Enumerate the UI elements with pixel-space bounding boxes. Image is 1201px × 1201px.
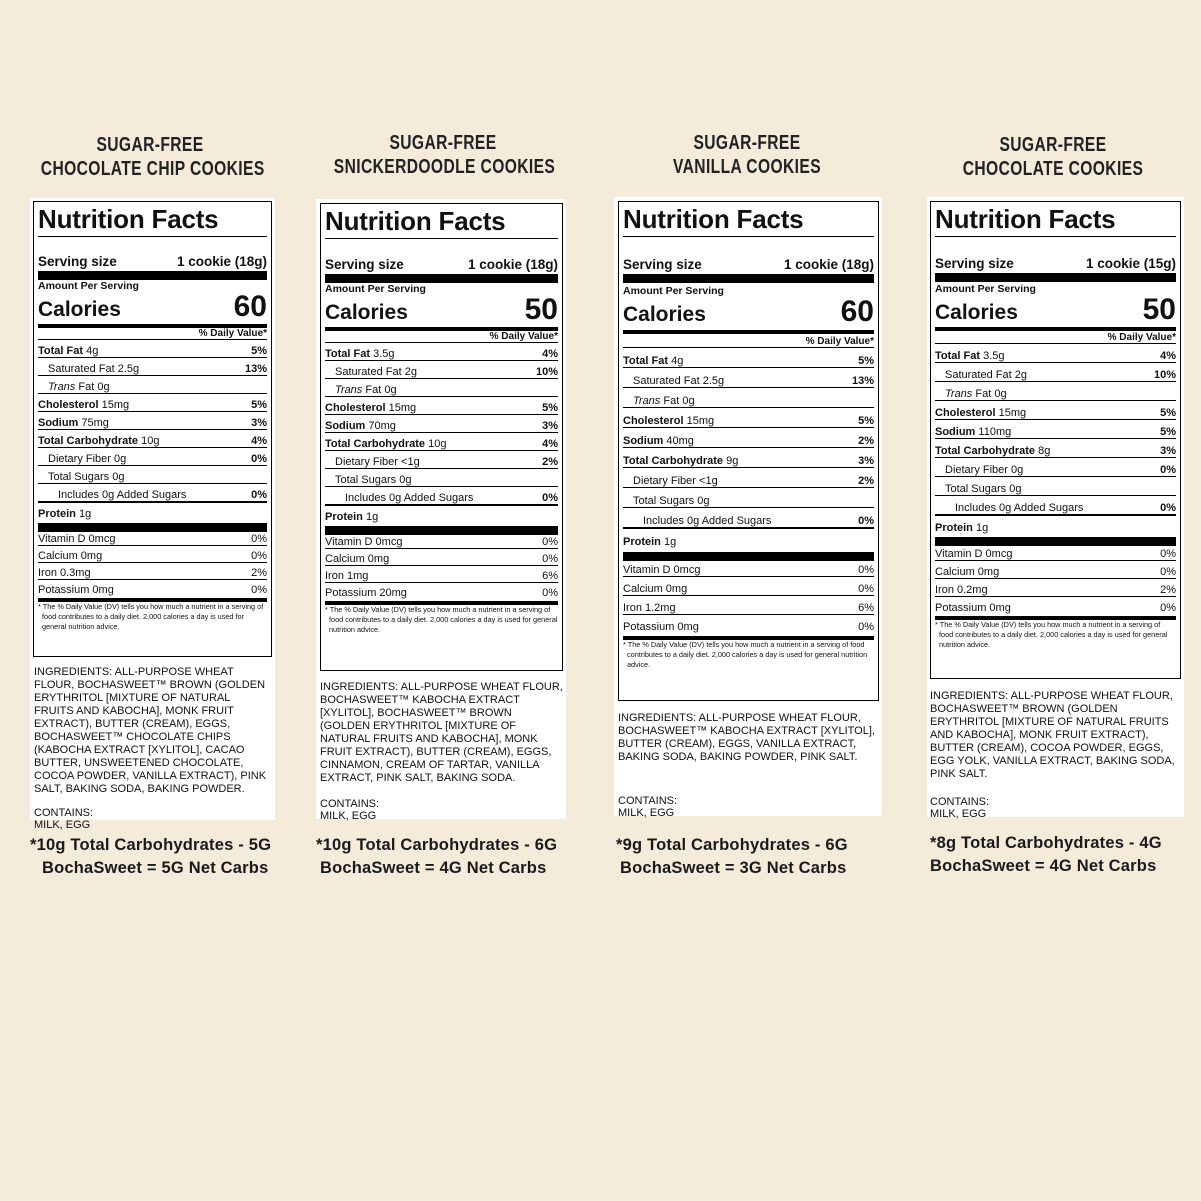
daily-value-footnote: * The % Daily Value (DV) tells you how much a nutrient in a serving of food contributes to a daily diet. 2,000 calories a day is used for general nutrition advice. — [325, 605, 558, 634]
vitamin-d-row: Vitamin D 0mcg 0% — [623, 564, 874, 576]
allergens-text: CONTAINS: MILK, EGG — [34, 807, 94, 831]
calories-label: Calories — [623, 303, 706, 326]
daily-value-header: % Daily Value* — [805, 336, 874, 347]
potassium-row: Potassium 0mg 0% — [935, 596, 1176, 614]
amount-per-serving: Amount Per Serving — [38, 280, 139, 292]
daily-value-header: % Daily Value* — [1107, 332, 1176, 343]
net-carbs-note — [930, 832, 1162, 878]
calories-label: Calories — [325, 301, 408, 324]
potassium-row: Potassium 0mg 0% — [623, 614, 874, 633]
allergens-text: CONTAINS: MILK, EGG — [930, 796, 990, 820]
total-fat-row: Total Fat 4g 5% — [38, 339, 267, 357]
trans-fat-row: Trans Fat 0g — [935, 381, 1176, 400]
product-title-line2: VANILLA COOKIES — [672, 156, 821, 178]
carbohydrate-row: Total Carbohydrate 10g 4% — [38, 429, 267, 447]
total-fat-row: Total Fat 3.5g 4% — [935, 343, 1176, 362]
nutrition-facts-label — [930, 201, 1181, 679]
serving-size-label: Serving size — [38, 254, 117, 269]
total-fat-row: Total Fat 3.5g 4% — [325, 342, 558, 360]
saturated-fat-row: Saturated Fat 2.5g 13% — [38, 357, 267, 375]
cholesterol-row: Cholesterol 15mg 5% — [623, 407, 874, 427]
serving-size-value: 1 cookie (15g) — [1085, 256, 1176, 271]
potassium-row: Potassium 0mg 0% — [38, 579, 267, 596]
added-sugars-row: Includes 0g Added Sugars 0% — [38, 483, 267, 501]
carbohydrate-row: Total Carbohydrate 8g 3% — [935, 438, 1176, 457]
sugars-row: Total Sugars 0g — [325, 468, 558, 486]
ingredients-text: INGREDIENTS: ALL-PURPOSE WHEAT FLOUR, BOCHASWEET™ BROWN (GOLDEN ERYTHRITOL [MIXTURE OF NATURAL FRUITS AND KABOCHA], MONK FRUIT EXTRACT), BUTTER (CREAM), COCOA POWDER, EGGS, EGG YOLK, VANILLA EXTRACT, BAKING SODA, PINK SALT. — [930, 690, 1175, 780]
product-title — [333, 131, 556, 179]
product-title — [944, 133, 1162, 181]
daily-value-footnote: * The % Daily Value (DV) tells you how much a nutrient in a serving of food contributes to a daily diet. 2,000 calories a day is used for general nutrition advice. — [935, 620, 1168, 649]
net-carbs-line1: *10g Total Carbohydrates - 5G — [30, 836, 272, 854]
serving-size-label: Serving size — [325, 257, 404, 272]
cholesterol-row: Cholesterol 15mg 5% — [935, 400, 1176, 419]
net-carbs-line2: BochaSweet = 4G Net Carbs — [930, 857, 1157, 875]
saturated-fat-row: Saturated Fat 2g 10% — [935, 362, 1176, 381]
ingredients-text: INGREDIENTS: ALL-PURPOSE WHEAT FLOUR, BOCHASWEET™ BROWN (GOLDEN ERYTHRITOL [MIXTURE OF NATURAL FRUITS AND KABOCHA], MONK FRUIT EXTRACT), BUTTER (CREAM), EGGS, BOCHASWEET™ CHOCOLATE CHIPS (KABOCHA EXTRACT [XYLITOL], CACAO BUTTER, UNSWEETENED CHOCOLATE, COCOA POWDER, VANILLA EXTRACT), PINK SALT, BAKING SODA, BAKING POWDER. — [34, 666, 267, 795]
product-title-line1: SUGAR-FREE — [389, 132, 497, 154]
protein-row: Protein 1g — [38, 501, 267, 520]
product-title-line2: SNICKERDOODLE COOKIES — [333, 156, 556, 178]
amount-per-serving: Amount Per Serving — [623, 285, 724, 297]
cholesterol-row: Cholesterol 15mg 5% — [38, 393, 267, 411]
sugars-row: Total Sugars 0g — [935, 476, 1176, 495]
calories-value: 50 — [1142, 293, 1176, 326]
serving-size-value: 1 cookie (18g) — [467, 257, 558, 272]
total-fat-row: Total Fat 4g 5% — [623, 347, 874, 367]
net-carbs-line1: *9g Total Carbohydrates - 6G — [616, 836, 848, 854]
added-sugars-row: Includes 0g Added Sugars 0% — [623, 507, 874, 527]
serving-size-value: 1 cookie (18g) — [783, 257, 874, 272]
serving-size-label: Serving size — [935, 256, 1014, 271]
amount-per-serving: Amount Per Serving — [325, 283, 426, 295]
trans-fat-row: Trans Fat 0g — [38, 375, 267, 393]
net-carbs-line1: *10g Total Carbohydrates - 6G — [316, 836, 558, 854]
calories-value: 60 — [840, 295, 874, 328]
iron-row: Iron 1mg 6% — [325, 565, 558, 582]
cholesterol-row: Cholesterol 15mg 5% — [325, 396, 558, 414]
ingredients-text: INGREDIENTS: ALL-PURPOSE WHEAT FLOUR, BOCHASWEET™ KABOCHA EXTRACT [XYLITOL], BOCHASWEET™ BROWN (GOLDEN ERYTHRITOL [MIXTURE OF NATURAL FRUITS AND KABOCHA], MONK FRUIT EXTRACT), BUTTER (CREAM), EGGS, CINNAMON, CREAM OF TARTAR, VANILLA EXTRACT, PINK SALT, BAKING SODA. — [320, 681, 563, 784]
calcium-row: Calcium 0mg 0% — [935, 560, 1176, 578]
added-sugars-row: Includes 0g Added Sugars 0% — [935, 495, 1176, 514]
nutrition-facts-title: Nutrition Facts — [325, 206, 506, 236]
calcium-row: Calcium 0mg 0% — [38, 545, 267, 562]
protein-row: Protein 1g — [325, 504, 558, 523]
net-carbs-note — [616, 834, 848, 880]
calcium-row: Calcium 0mg 0% — [325, 548, 558, 565]
iron-row: Iron 0.2mg 2% — [935, 578, 1176, 596]
sodium-row: Sodium 40mg 2% — [623, 427, 874, 447]
vitamin-d-row: Vitamin D 0mcg 0% — [38, 533, 267, 545]
saturated-fat-row: Saturated Fat 2.5g 13% — [623, 367, 874, 387]
ingredients-text: INGREDIENTS: ALL-PURPOSE WHEAT FLOUR, BOCHASWEET™ KABOCHA EXTRACT [XYLITOL], BUTTER (CREAM), EGGS, VANILLA EXTRACT, BAKING SODA, BAKING POWDER, PINK SALT. — [618, 712, 875, 763]
calories-value: 60 — [233, 290, 267, 323]
added-sugars-row: Includes 0g Added Sugars 0% — [325, 486, 558, 504]
sugars-row: Total Sugars 0g — [38, 465, 267, 483]
daily-value-header: % Daily Value* — [489, 331, 558, 342]
nutrition-facts-title: Nutrition Facts — [935, 204, 1116, 234]
product-title-line2: CHOCOLATE CHIP COOKIES — [40, 158, 265, 180]
product-title — [638, 131, 856, 179]
potassium-row: Potassium 20mg 0% — [325, 582, 558, 599]
iron-row: Iron 0.3mg 2% — [38, 562, 267, 579]
daily-value-footnote: * The % Daily Value (DV) tells you how much a nutrient in a serving of food contributes to a daily diet. 2,000 calories a day is used for general nutrition advice. — [38, 602, 264, 631]
calcium-row: Calcium 0mg 0% — [623, 576, 874, 595]
nutrition-facts-title: Nutrition Facts — [38, 204, 219, 234]
amount-per-serving: Amount Per Serving — [935, 283, 1036, 295]
protein-row: Protein 1g — [623, 527, 874, 548]
serving-size-value: 1 cookie (18g) — [176, 254, 267, 269]
carbohydrate-row: Total Carbohydrate 10g 4% — [325, 432, 558, 450]
fiber-row: Dietary Fiber 0g 0% — [935, 457, 1176, 476]
vitamin-d-row: Vitamin D 0mcg 0% — [935, 548, 1176, 560]
sodium-row: Sodium 110mg 5% — [935, 419, 1176, 438]
trans-fat-row: Trans Fat 0g — [623, 387, 874, 407]
vitamin-d-row: Vitamin D 0mcg 0% — [325, 536, 558, 548]
net-carbs-line2: BochaSweet = 4G Net Carbs — [320, 859, 547, 877]
calories-label: Calories — [38, 298, 121, 321]
allergens-text: CONTAINS: MILK, EGG — [320, 798, 380, 822]
carbohydrate-row: Total Carbohydrate 9g 3% — [623, 447, 874, 467]
net-carbs-note — [316, 834, 557, 880]
daily-value-footnote: * The % Daily Value (DV) tells you how much a nutrient in a serving of food contributes to a daily diet. 2,000 calories a day is used for general nutrition advice. — [623, 640, 868, 669]
nutrition-facts-title: Nutrition Facts — [623, 204, 804, 234]
product-title-line2: CHOCOLATE COOKIES — [962, 158, 1144, 180]
nutrition-facts-label — [320, 203, 563, 671]
sodium-row: Sodium 70mg 3% — [325, 414, 558, 432]
product-title-line1: SUGAR-FREE — [96, 134, 204, 156]
sodium-row: Sodium 75mg 3% — [38, 411, 267, 429]
sugars-row: Total Sugars 0g — [623, 487, 874, 507]
fiber-row: Dietary Fiber <1g 2% — [623, 467, 874, 487]
product-title-line1: SUGAR-FREE — [999, 134, 1107, 156]
fiber-row: Dietary Fiber 0g 0% — [38, 447, 267, 465]
saturated-fat-row: Saturated Fat 2g 10% — [325, 360, 558, 378]
net-carbs-line1: *8g Total Carbohydrates - 4G — [930, 834, 1162, 852]
product-title-line1: SUGAR-FREE — [693, 132, 801, 154]
calories-value: 50 — [524, 293, 558, 326]
protein-row: Protein 1g — [935, 514, 1176, 534]
nutrition-facts-label — [618, 201, 879, 701]
iron-row: Iron 1.2mg 6% — [623, 595, 874, 614]
allergens-text: CONTAINS: MILK, EGG — [618, 795, 678, 819]
daily-value-header: % Daily Value* — [198, 328, 267, 339]
trans-fat-row: Trans Fat 0g — [325, 378, 558, 396]
net-carbs-note — [30, 834, 271, 880]
calories-label: Calories — [935, 301, 1018, 324]
net-carbs-line2: BochaSweet = 3G Net Carbs — [620, 859, 847, 877]
net-carbs-line2: BochaSweet = 5G Net Carbs — [42, 859, 269, 877]
product-title — [40, 133, 265, 181]
fiber-row: Dietary Fiber <1g 2% — [325, 450, 558, 468]
nutrition-facts-label — [33, 201, 272, 657]
serving-size-label: Serving size — [623, 257, 702, 272]
